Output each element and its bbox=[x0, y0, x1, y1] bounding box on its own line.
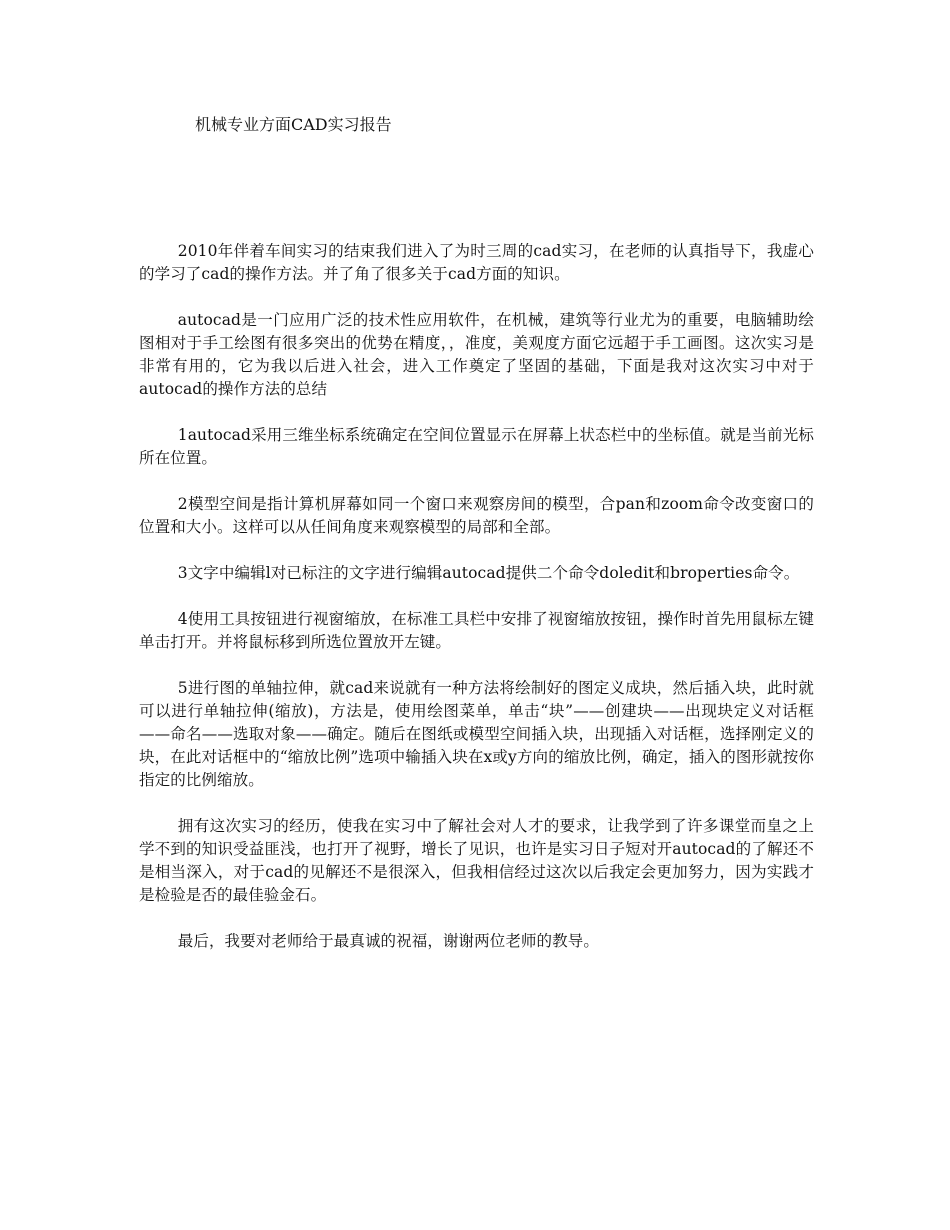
paragraph-intro: 2010年伴着车间实习的结束我们进入了为时三周的cad实习，在老师的认真指导下，我虚心的学习了cad的操作方法。并了角了很多关于cad方面的知识。 bbox=[139, 242, 814, 283]
paragraph-point-5: 5进行图的单轴拉伸，就cad来说就有一种方法将绘制好的图定义成块，然后插入块，此时就可以进行单轴拉伸(缩放)，方法是，使用绘图菜单，单击“块”——创建块——出现块定义对话框——命名——选取对象——确定。随后在图纸或模型空间插入块，出现插入对话框，选择刚定义的块，在此对话框中的“缩放比例”选项中输插入块在x或y方向的缩放比例，确定，插入的图形就按你指定的比例缩放。 bbox=[139, 679, 814, 789]
paragraph-reflection: 拥有这次实习的经历，使我在实习中了解社会对人才的要求，让我学到了许多课堂而皇之上学不到的知识受益匪浅，也打开了视野，增长了见识，也许是实习日子短对开autocad的了解还不是相当深入，对于cad的见解还不是很深入，但我相信经过这次以后我定会更加努力，因为实践才是检验是否的最佳验金石。 bbox=[139, 817, 814, 904]
paragraph-point-3: 3文字中编辑l对已标注的文字进行编辑autocad提供二个命令doledit和broperties命令。 bbox=[177, 564, 800, 582]
paragraph-point-1: 1autocad采用三维坐标系统确定在空间位置显示在屏幕上状态栏中的坐标值。就是当前光标所在位置。 bbox=[139, 426, 814, 467]
paragraph-point-4: 4使用工具按钮进行视窗缩放，在标准工具栏中安排了视窗缩放按钮，操作时首先用鼠标左键单击打开。并将鼠标移到所选位置放开左键。 bbox=[139, 610, 814, 651]
paragraph-point-2: 2模型空间是指计算机屏幕如同一个窗口来观察房间的模型，合pan和zoom命令改变窗口的位置和大小。这样可以从任间角度来观察模型的局部和全部。 bbox=[139, 495, 814, 536]
document-title: 机械专业方面CAD实习报告 bbox=[195, 115, 392, 134]
paragraph-autocad-overview: autocad是一门应用广泛的技术性应用软件，在机械，建筑等行业尤为的重要，电脑辅助绘图相对于手工绘图有很多突出的优势在精度，，准度，美观度方面它远超于手工画图。这次实习是非常有用的，它为我以后进入社会，进入工作奠定了坚固的基础，下面是我对这次实习中对于autocad的操作方法的总结 bbox=[139, 311, 814, 398]
paragraph-closing: 最后，我要对老师给于最真诚的祝福，谢谢两位老师的教导。 bbox=[177, 932, 599, 950]
document-body bbox=[139, 240, 814, 976]
